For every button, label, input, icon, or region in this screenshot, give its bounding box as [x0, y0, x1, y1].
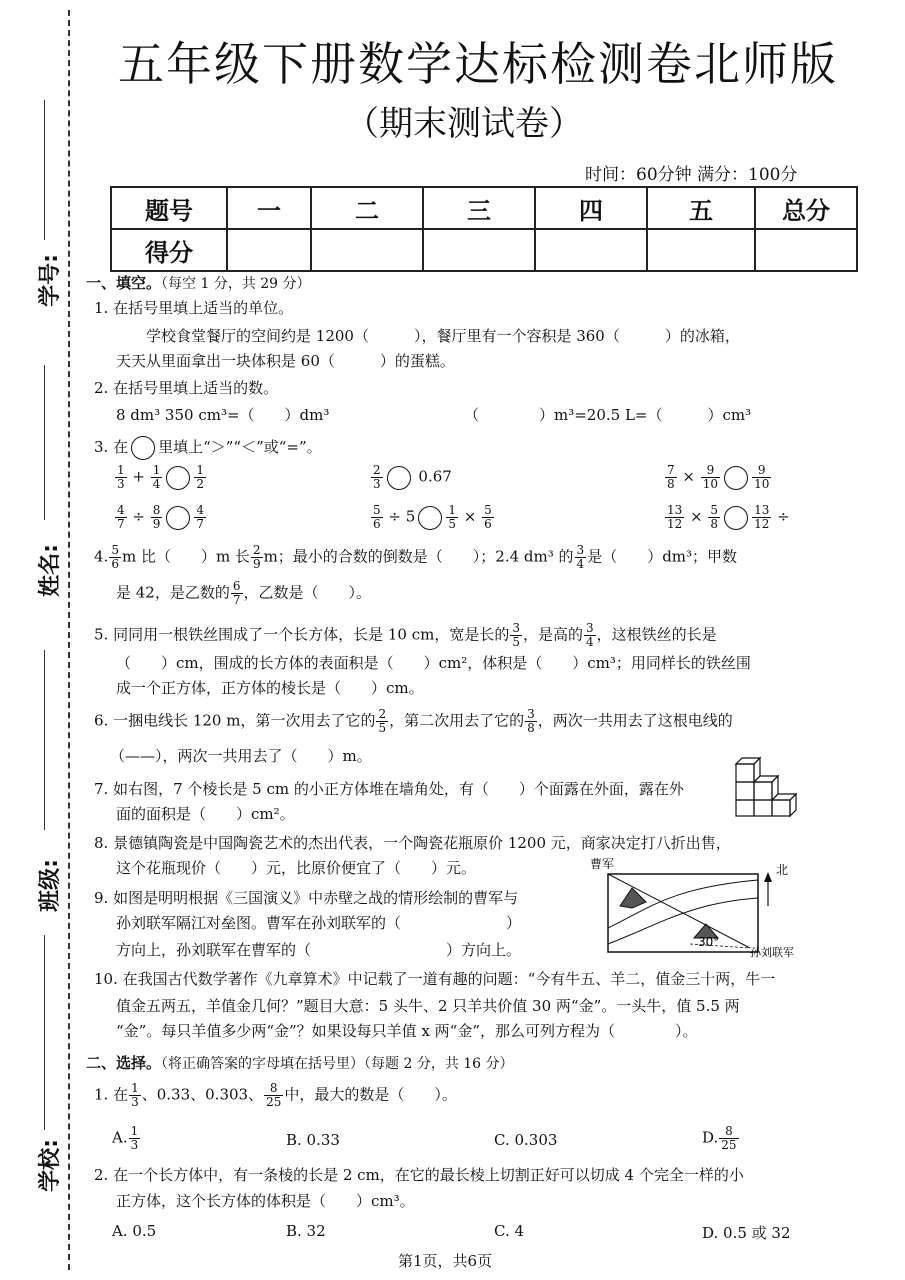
page-title: 五年级下册数学达标检测卷北师版: [118, 37, 838, 91]
school-line[interactable]: [44, 935, 45, 1130]
score-label-cell: 得分: [111, 229, 227, 271]
q3-item: $\frac{5}{6}$ ÷ 5 $\frac{1}{5}$ × $\frac{5}{6}$: [373, 503, 492, 531]
student-id-line[interactable]: [44, 100, 45, 240]
header-cell: 二: [311, 187, 423, 229]
score-cell[interactable]: [227, 229, 311, 271]
q6-line2: （——），两次一共用去了（ ）m。: [110, 747, 372, 765]
class-label: 班级:: [37, 859, 63, 912]
section1-heading: 一、填空。（每空 1 分，共 29 分）: [86, 274, 311, 292]
q9-line1: 9. 如图是明明根据《三国演义》中赤壁之战的情形绘制的曹军与: [94, 889, 519, 907]
s2-q1-option-b[interactable]: B. 0.33: [286, 1131, 340, 1149]
q1-stem: 1. 在括号里填上适当的单位。: [94, 299, 294, 317]
s2-q2-line2: 正方体，这个长方体的体积是（ ）cm³。: [116, 1192, 415, 1210]
q3-item: $\frac{1}{3}$ + $\frac{1}{4}$ $\frac{1}{2}$: [117, 463, 205, 491]
q4-line2: 是 42，是乙数的 $\frac{6}{7}$ ，乙数是（ ）。: [116, 579, 372, 607]
s2-q2-line1: 2. 在一个长方体中，有一条棱的长是 2 cm，在它的最长棱上切割正好可以切成 4 个完全一样的小: [94, 1166, 744, 1184]
name-label: 姓名:: [37, 544, 63, 597]
q5-line3: 成一个正方体，正方体的棱长是（ ）cm。: [116, 679, 424, 697]
s2-q1-option-d[interactable]: D. $\frac{8}{25}$: [702, 1124, 737, 1152]
compare-circle[interactable]: [166, 466, 190, 490]
q4-line1: 4. $\frac{5}{6}$ m 比（ ）m 长 $\frac{2}{9}$ m；最小的合数的倒数是（ ）；2.4 dm³ 的 $\frac{3}{4}$ 是（ ）dm³；甲数: [94, 543, 738, 571]
s2-q2-option-a[interactable]: A. 0.5: [112, 1222, 157, 1240]
score-table-header-row: [111, 187, 857, 229]
compare-circle[interactable]: [387, 466, 411, 490]
page-footer: 第1页，共6页: [398, 1252, 493, 1270]
s2-q2-option-c[interactable]: C. 4: [494, 1222, 525, 1240]
q1-line2: 天天从里面拿出一块体积是 60（ ）的蛋糕。: [116, 352, 455, 370]
q3-item: $\frac{13}{12}$ × $\frac{5}{8}$ $\frac{13}{12}$ ÷: [667, 503, 790, 531]
header-cell: 四: [535, 187, 647, 229]
q2-stem: 2. 在括号里填上适当的数。: [94, 379, 279, 397]
q3-item: $\frac{2}{3}$ 0.67: [373, 463, 452, 491]
q10-line1: 10. 在我国古代数学著作《九章算术》中记载了一道有趣的问题：“今有牛五、羊二，值金三十两，牛一: [94, 970, 776, 988]
score-table-score-row: [111, 229, 857, 271]
score-cell[interactable]: [755, 229, 857, 271]
cube-stack-figure: [728, 752, 808, 818]
q8-line1: 8. 景德镇陶瓷是中国陶瓷艺术的杰出代表，一个陶瓷花瓶原价 1200 元，商家决定打八折出售，: [94, 834, 731, 852]
score-cell[interactable]: [535, 229, 647, 271]
score-cell[interactable]: [423, 229, 535, 271]
header-cell: 一: [227, 187, 311, 229]
q3-item: $\frac{4}{7}$ ÷ $\frac{8}{9}$ $\frac{4}{7}$: [117, 503, 205, 531]
map-label-cao: 曹军: [590, 858, 615, 871]
s2-q2-option-b[interactable]: B. 32: [286, 1222, 326, 1240]
q8-line2: 这个花瓶现价（ ）元，比原价便宜了（ ）元。: [116, 859, 477, 877]
s2-q1-option-a[interactable]: A. $\frac{1}{3}$: [112, 1124, 139, 1152]
score-cell[interactable]: [647, 229, 755, 271]
tent-icon: [620, 888, 646, 908]
compare-circle[interactable]: [166, 506, 190, 530]
header-cell: 总分: [755, 187, 857, 229]
map-label-north: 北: [776, 863, 789, 877]
q7-line2: 面的面积是（ ）cm²。: [116, 805, 295, 823]
section2-heading: 二、选择。（将正确答案的字母填在括号里）（每题 2 分，共 16 分）: [86, 1054, 514, 1072]
score-cell[interactable]: [311, 229, 423, 271]
s2-q1-option-c[interactable]: C. 0.303: [494, 1131, 558, 1149]
q2-right: （ ）m³=20.5 L=（ ）cm³: [464, 406, 752, 424]
q9-line2: 孙刘联军隔江对垒图。曹军在孙刘联军的（ ）: [116, 914, 522, 932]
compare-circle[interactable]: [724, 506, 748, 530]
q1-line1: 学校食堂餐厅的空间约是 1200（ ），餐厅里有一个容积是 360（ ）的冰箱，: [146, 327, 740, 345]
score-table: [110, 186, 858, 272]
compare-circle[interactable]: [724, 466, 748, 490]
class-line[interactable]: [44, 650, 45, 830]
q9-line3: 方向上，孙刘联军在曹军的（ ）方向上。: [116, 941, 522, 959]
student-id-label: 学号:: [37, 254, 63, 307]
time-info: 时间：60分钟 满分：100分: [585, 165, 798, 185]
q7-line1: 7. 如右图，7 个棱长是 5 cm 的小正方体堆在墙角处，有（ ）个面露在外面，露在外: [94, 780, 684, 798]
name-line[interactable]: [44, 365, 45, 520]
q2-left: 8 dm³ 350 cm³=（ ）dm³: [116, 406, 330, 424]
header-cell: 题号: [111, 187, 227, 229]
header-cell: 五: [647, 187, 755, 229]
q3-stem: 3. 在 里填上“＞”“＜”或“=”。: [94, 436, 322, 460]
q6-line1: 6. 一捆电线长 120 m，第一次用去了它的 $\frac{2}{5}$ ，第二次用去了它的 $\frac{3}{8}$ ，两次一共用去了这根电线的: [94, 707, 733, 735]
section1-note: （每空 1 分，共 29 分）: [161, 276, 311, 292]
q5-line2: （ ）cm，围成的长方体的表面积是（ ）cm²，体积是（ ）cm³；用同样长的铁丝围: [116, 654, 751, 672]
map-label-sunliu: 孙刘联军: [750, 946, 794, 958]
map-label-angle: 30°: [698, 935, 720, 949]
q5-line1: 5. 同同用一根铁丝围成了一个长方体，长是 10 cm，宽是长的 $\frac{3}{5}$ ，是高的 $\frac{3}{4}$ ，这根铁丝的长是: [94, 621, 717, 649]
compare-circle[interactable]: [418, 506, 442, 530]
q10-line3: “金”。每只羊值多少两“金”？如果设每只羊值 x 两“金”，那么可列方程为（ ）。: [116, 1022, 698, 1040]
q10-line2: 值金五两五，羊值金几何？”题目大意：5 头牛、2 只羊共价值 30 两“金”。一头牛，值 5.5 两: [116, 997, 740, 1015]
school-label: 学校:: [37, 1139, 63, 1192]
fold-line: [68, 10, 70, 1270]
s2-q2-option-d[interactable]: D. 0.5 或 32: [702, 1224, 791, 1242]
battle-map-figure: [590, 858, 805, 958]
page-subtitle: （期末测试卷）: [345, 104, 583, 144]
s2-q1-stem: 1. 在 $\frac{1}{3}$ 、0.33、0.303、 $\frac{8}{25}$ 中，最大的数是（ ）。: [94, 1081, 457, 1109]
circle-icon: [131, 436, 155, 460]
section2-note: （将正确答案的字母填在括号里）（每题 2 分，共 16 分）: [161, 1056, 514, 1072]
header-cell: 三: [423, 187, 535, 229]
q3-item: $\frac{7}{8}$ × $\frac{9}{10}$ $\frac{9}{10}$: [667, 463, 770, 491]
